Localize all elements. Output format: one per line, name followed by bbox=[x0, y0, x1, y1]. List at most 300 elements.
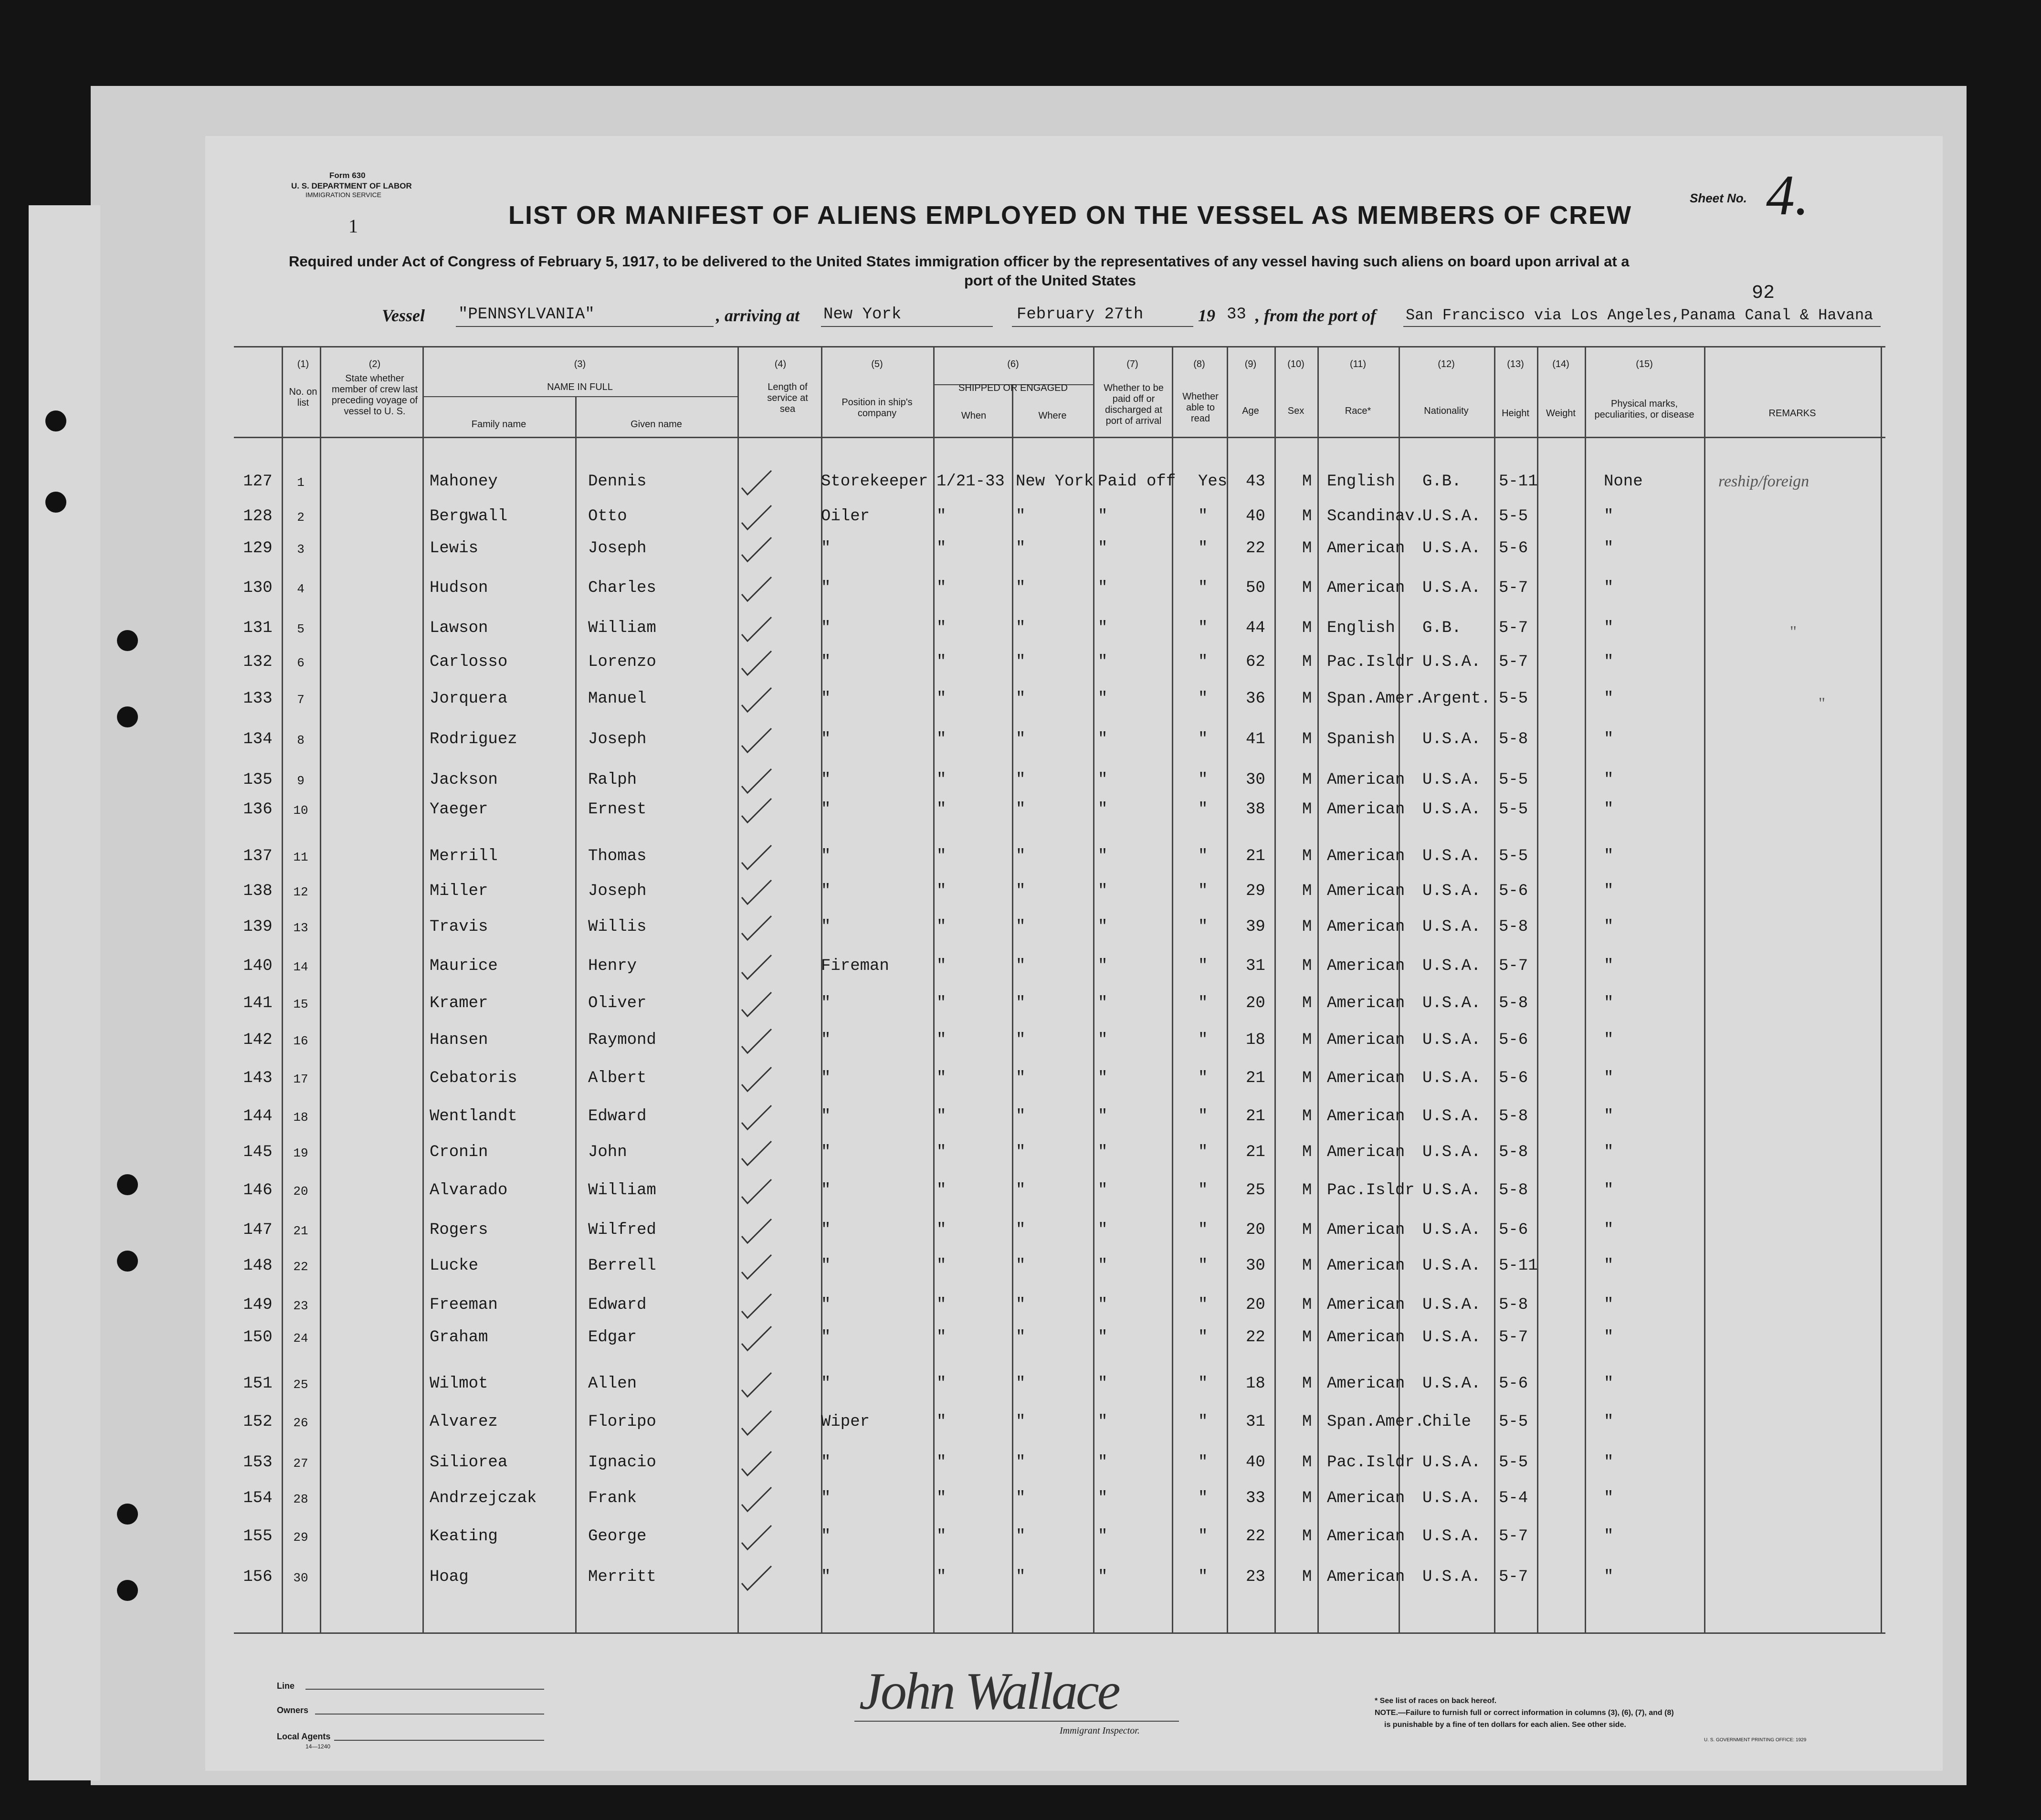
sex: M bbox=[1302, 1031, 1312, 1049]
check-mark-icon bbox=[740, 536, 773, 564]
given-name: Berrell bbox=[588, 1257, 656, 1275]
family-name: Kramer bbox=[430, 994, 488, 1012]
age: 44 bbox=[1246, 619, 1265, 637]
ref-number: 129 bbox=[243, 539, 273, 558]
shipped-when: " bbox=[936, 1527, 947, 1546]
ref-number: 152 bbox=[243, 1413, 273, 1431]
col3-num: (3) bbox=[574, 359, 586, 369]
ref-number: 155 bbox=[243, 1527, 273, 1546]
nationality: U.S.A. bbox=[1422, 539, 1481, 558]
ref-number: 135 bbox=[243, 771, 273, 789]
height: 5-6 bbox=[1499, 539, 1528, 558]
able-to-read: " bbox=[1198, 730, 1208, 748]
age: 38 bbox=[1246, 800, 1265, 819]
ref-number: 141 bbox=[243, 994, 273, 1012]
shipped-when: " bbox=[936, 1375, 947, 1393]
list-number: 3 bbox=[297, 542, 305, 557]
position: " bbox=[821, 994, 831, 1012]
given-name: Otto bbox=[588, 507, 627, 526]
sex: M bbox=[1302, 800, 1312, 819]
given-name: George bbox=[588, 1527, 647, 1546]
col7-header: Whether to be paid off or discharged at port of arrival bbox=[1104, 383, 1164, 426]
ref-number: 143 bbox=[243, 1069, 273, 1087]
paid-off: " bbox=[1098, 800, 1108, 819]
footnote-penalty-2: is punishable by a fine of ten dollars for each alien. See other side. bbox=[1384, 1721, 1626, 1729]
list-number: 27 bbox=[293, 1456, 308, 1471]
age: 20 bbox=[1246, 1221, 1265, 1239]
given-name: Allen bbox=[588, 1375, 637, 1393]
list-number: 13 bbox=[293, 921, 308, 935]
race: Pac.Isldr bbox=[1327, 653, 1415, 671]
from-label: , from the port of bbox=[1255, 306, 1377, 325]
list-number: 23 bbox=[293, 1299, 308, 1313]
given-name: Dennis bbox=[588, 473, 647, 491]
position: " bbox=[821, 1107, 831, 1126]
shipped-when: " bbox=[936, 1143, 947, 1161]
physical-marks: " bbox=[1604, 1143, 1614, 1161]
paid-off: " bbox=[1098, 690, 1108, 708]
shipped-when: " bbox=[936, 1413, 947, 1431]
family-name: Rodriguez bbox=[430, 730, 517, 748]
printer-imprint: U. S. GOVERNMENT PRINTING OFFICE: 1929 bbox=[1704, 1737, 1807, 1743]
physical-marks: " bbox=[1604, 800, 1614, 819]
position: " bbox=[821, 653, 831, 671]
check-mark-icon bbox=[740, 1485, 773, 1514]
family-name: Graham bbox=[430, 1328, 488, 1347]
given-name: Ernest bbox=[588, 800, 647, 819]
able-to-read: " bbox=[1198, 882, 1208, 900]
nationality: U.S.A. bbox=[1422, 1527, 1481, 1546]
family-name: Hansen bbox=[430, 1031, 488, 1049]
given-name: Henry bbox=[588, 957, 637, 975]
sex: M bbox=[1302, 1568, 1312, 1586]
shipped-where: " bbox=[1016, 730, 1026, 748]
ref-number: 128 bbox=[243, 507, 273, 526]
physical-marks: " bbox=[1604, 1568, 1614, 1586]
shipped-when: " bbox=[936, 800, 947, 819]
ref-number: 144 bbox=[243, 1107, 273, 1126]
shipped-where: " bbox=[1016, 1296, 1026, 1314]
shipped-where: " bbox=[1016, 1181, 1026, 1199]
height: 5-7 bbox=[1499, 1568, 1528, 1586]
year-suffix: 33 bbox=[1227, 305, 1246, 324]
shipped-where: " bbox=[1016, 800, 1026, 819]
given-name: Manuel bbox=[588, 690, 647, 708]
shipped-where: " bbox=[1016, 918, 1026, 936]
able-to-read: " bbox=[1198, 771, 1208, 789]
shipped-when: " bbox=[936, 1069, 947, 1087]
physical-marks: " bbox=[1604, 918, 1614, 936]
family-name: Rogers bbox=[430, 1221, 488, 1239]
col10-header: Sex bbox=[1287, 406, 1305, 416]
given-name: Raymond bbox=[588, 1031, 656, 1049]
physical-marks: " bbox=[1604, 1328, 1614, 1347]
age: 40 bbox=[1246, 1453, 1265, 1472]
page-title: LIST OR MANIFEST OF ALIENS EMPLOYED ON THE VESSEL AS MEMBERS OF CREW bbox=[508, 201, 1632, 230]
paid-off: " bbox=[1098, 1143, 1108, 1161]
col3a-header: Family name bbox=[471, 419, 526, 430]
physical-marks: " bbox=[1604, 619, 1614, 637]
ref-number: 132 bbox=[243, 653, 273, 671]
given-name: Merritt bbox=[588, 1568, 656, 1586]
sheet-label: Sheet No. bbox=[1690, 191, 1747, 205]
arrival-date: February 27th bbox=[1017, 305, 1144, 324]
position: " bbox=[821, 882, 831, 900]
inspector-signature: John Wallace bbox=[859, 1662, 1119, 1720]
family-name: Alvarado bbox=[430, 1181, 508, 1199]
height: 5-8 bbox=[1499, 994, 1528, 1012]
race: American bbox=[1327, 1568, 1405, 1586]
nationality: U.S.A. bbox=[1422, 918, 1481, 936]
given-name: Ignacio bbox=[588, 1453, 656, 1472]
check-mark-icon bbox=[740, 1065, 773, 1094]
given-name: Joseph bbox=[588, 539, 647, 558]
physical-marks: " bbox=[1604, 1453, 1614, 1472]
family-name: Jorquera bbox=[430, 690, 508, 708]
ref-number: 133 bbox=[243, 690, 273, 708]
shipped-where: " bbox=[1016, 1143, 1026, 1161]
arrival-port: New York bbox=[823, 305, 902, 324]
sex: M bbox=[1302, 847, 1312, 865]
race: American bbox=[1327, 539, 1405, 558]
family-name: Siliorea bbox=[430, 1453, 508, 1472]
ref-number: 153 bbox=[243, 1453, 273, 1472]
height: 5-7 bbox=[1499, 619, 1528, 637]
sex: M bbox=[1302, 1527, 1312, 1546]
list-number: 2 bbox=[297, 510, 305, 525]
age: 30 bbox=[1246, 1257, 1265, 1275]
table-top-rule bbox=[234, 346, 1885, 347]
given-name: William bbox=[588, 619, 656, 637]
shipped-where: " bbox=[1016, 1328, 1026, 1347]
check-mark-icon bbox=[740, 686, 773, 715]
age: 23 bbox=[1246, 1568, 1265, 1586]
nationality: U.S.A. bbox=[1422, 1181, 1481, 1199]
check-mark-icon bbox=[740, 1027, 773, 1056]
position: Storekeeper bbox=[821, 473, 928, 491]
age: 25 bbox=[1246, 1181, 1265, 1199]
given-name: Joseph bbox=[588, 730, 647, 748]
nationality: U.S.A. bbox=[1422, 1221, 1481, 1239]
col11-num: (11) bbox=[1349, 359, 1367, 369]
sex: M bbox=[1302, 730, 1312, 748]
remarks-ditto: " bbox=[1790, 623, 1797, 641]
nationality: U.S.A. bbox=[1422, 579, 1481, 597]
height: 5-8 bbox=[1499, 730, 1528, 748]
able-to-read: " bbox=[1198, 690, 1208, 708]
given-name: Charles bbox=[588, 579, 656, 597]
col14-header: Weight bbox=[1546, 408, 1576, 419]
subtitle-line1: Required under Act of Congress of February 5, 1917, to be delivered to the United States immigration officer by the representatives of any vessel having such aliens on board upon arrival at a bbox=[289, 253, 1630, 270]
line-label: Line bbox=[277, 1681, 295, 1691]
col8-num: (8) bbox=[1193, 359, 1205, 369]
paid-off: " bbox=[1098, 579, 1108, 597]
shipped-when: " bbox=[936, 1221, 947, 1239]
ref-number: 148 bbox=[243, 1257, 273, 1275]
check-mark-icon bbox=[740, 953, 773, 982]
physical-marks: " bbox=[1604, 507, 1614, 526]
nationality: U.S.A. bbox=[1422, 1069, 1481, 1087]
race: Span.Amer. bbox=[1327, 690, 1425, 708]
nationality: U.S.A. bbox=[1422, 771, 1481, 789]
check-mark-icon bbox=[740, 767, 773, 796]
able-to-read: " bbox=[1198, 1069, 1208, 1087]
family-name: Hoag bbox=[430, 1568, 469, 1586]
list-number: 14 bbox=[293, 960, 308, 974]
col12-header: Nationality bbox=[1424, 406, 1469, 416]
binder-hole bbox=[117, 1504, 138, 1525]
agents-code: 14—1240 bbox=[305, 1743, 331, 1750]
list-number: 1 bbox=[297, 475, 305, 490]
ref-number: 137 bbox=[243, 847, 273, 865]
able-to-read: " bbox=[1198, 539, 1208, 558]
shipped-when: " bbox=[936, 1257, 947, 1275]
shipped-when: " bbox=[936, 882, 947, 900]
physical-marks: " bbox=[1604, 539, 1614, 558]
position: " bbox=[821, 800, 831, 819]
col4-num: (4) bbox=[774, 359, 787, 369]
height: 5-8 bbox=[1499, 1143, 1528, 1161]
age: 21 bbox=[1246, 1143, 1265, 1161]
sex: M bbox=[1302, 1181, 1312, 1199]
height: 5-7 bbox=[1499, 579, 1528, 597]
col2-num: (2) bbox=[368, 359, 381, 369]
ref-number: 127 bbox=[243, 473, 273, 491]
check-mark-icon bbox=[740, 914, 773, 943]
able-to-read: " bbox=[1198, 1413, 1208, 1431]
height: 5-5 bbox=[1499, 847, 1528, 865]
shipped-where: " bbox=[1016, 882, 1026, 900]
list-number: 18 bbox=[293, 1110, 308, 1125]
shipped-when: " bbox=[936, 507, 947, 526]
height: 5-11 bbox=[1499, 473, 1538, 491]
shipped-when: " bbox=[936, 579, 947, 597]
position: Wiper bbox=[821, 1413, 870, 1431]
age: 21 bbox=[1246, 1107, 1265, 1126]
race: American bbox=[1327, 1375, 1405, 1393]
given-name: Edward bbox=[588, 1107, 647, 1126]
ref-number: 146 bbox=[243, 1181, 273, 1199]
age: 20 bbox=[1246, 1296, 1265, 1314]
able-to-read: " bbox=[1198, 1181, 1208, 1199]
ref-number: 151 bbox=[243, 1375, 273, 1393]
remarks-note: reship/foreign bbox=[1718, 473, 1810, 490]
list-number: 15 bbox=[293, 997, 308, 1011]
shipped-when: 1/21-33 bbox=[936, 473, 1005, 491]
nationality: U.S.A. bbox=[1422, 730, 1481, 748]
check-mark-icon bbox=[740, 1524, 773, 1552]
sex: M bbox=[1302, 1453, 1312, 1472]
able-to-read: " bbox=[1198, 1296, 1208, 1314]
height: 5-8 bbox=[1499, 1107, 1528, 1126]
col15-num: (15) bbox=[1636, 359, 1653, 369]
col9-header: Age bbox=[1242, 406, 1259, 416]
shipped-where: " bbox=[1016, 1375, 1026, 1393]
family-name: Maurice bbox=[430, 957, 498, 975]
ref-number: 150 bbox=[243, 1328, 273, 1347]
list-number: 25 bbox=[293, 1378, 308, 1392]
shipped-where: " bbox=[1016, 957, 1026, 975]
family-name: Bergwall bbox=[430, 507, 508, 526]
shipped-when: " bbox=[936, 1181, 947, 1199]
sex: M bbox=[1302, 771, 1312, 789]
physical-marks: " bbox=[1604, 1375, 1614, 1393]
paid-off: " bbox=[1098, 1375, 1108, 1393]
height: 5-6 bbox=[1499, 1221, 1528, 1239]
position: " bbox=[821, 1527, 831, 1546]
binder-hole bbox=[117, 1174, 138, 1195]
position: " bbox=[821, 1328, 831, 1347]
check-mark-icon bbox=[740, 649, 773, 678]
table-header-rule bbox=[234, 437, 1885, 438]
race: American bbox=[1327, 800, 1405, 819]
physical-marks: " bbox=[1604, 1069, 1614, 1087]
age: 20 bbox=[1246, 994, 1265, 1012]
physical-marks: " bbox=[1604, 1181, 1614, 1199]
ref-number: 147 bbox=[243, 1221, 273, 1239]
height: 5-4 bbox=[1499, 1489, 1528, 1507]
nationality: U.S.A. bbox=[1422, 1031, 1481, 1049]
handwritten-mark: 1 bbox=[348, 215, 358, 237]
able-to-read: " bbox=[1198, 918, 1208, 936]
col6-num: (6) bbox=[1007, 359, 1019, 369]
height: 5-5 bbox=[1499, 771, 1528, 789]
sex: M bbox=[1302, 1296, 1312, 1314]
list-number: 9 bbox=[297, 774, 305, 788]
check-mark-icon bbox=[740, 1371, 773, 1399]
shipped-when: " bbox=[936, 653, 947, 671]
check-mark-icon bbox=[740, 990, 773, 1019]
physical-marks: " bbox=[1604, 690, 1614, 708]
paid-off: " bbox=[1098, 1181, 1108, 1199]
family-name: Miller bbox=[430, 882, 488, 900]
family-name: Cebatoris bbox=[430, 1069, 517, 1087]
list-number: 6 bbox=[297, 656, 305, 670]
position: Fireman bbox=[821, 957, 889, 975]
height: 5-6 bbox=[1499, 1069, 1528, 1087]
age: 40 bbox=[1246, 507, 1265, 526]
shipped-when: " bbox=[936, 771, 947, 789]
family-name: Cronin bbox=[430, 1143, 488, 1161]
able-to-read: " bbox=[1198, 1221, 1208, 1239]
age: 41 bbox=[1246, 730, 1265, 748]
owners-label: Owners bbox=[277, 1705, 309, 1715]
shipped-when: " bbox=[936, 539, 947, 558]
ref-number: 131 bbox=[243, 619, 273, 637]
paid-off: " bbox=[1098, 1031, 1108, 1049]
ref-number: 130 bbox=[243, 579, 273, 597]
family-name: Keating bbox=[430, 1527, 498, 1546]
nationality: U.S.A. bbox=[1422, 507, 1481, 526]
paid-off: " bbox=[1098, 1328, 1108, 1347]
nationality: U.S.A. bbox=[1422, 653, 1481, 671]
height: 5-6 bbox=[1499, 882, 1528, 900]
given-name: Ralph bbox=[588, 771, 637, 789]
year-prefix: 19 bbox=[1198, 306, 1215, 325]
race: Spanish bbox=[1327, 730, 1395, 748]
shipped-where: " bbox=[1016, 1413, 1026, 1431]
sex: M bbox=[1302, 619, 1312, 637]
shipped-when: " bbox=[936, 957, 947, 975]
agents-label: Local Agents bbox=[277, 1732, 331, 1741]
family-name: Carlosso bbox=[430, 653, 508, 671]
height: 5-5 bbox=[1499, 507, 1528, 526]
check-mark-icon bbox=[740, 469, 773, 497]
given-name: Frank bbox=[588, 1489, 637, 1507]
col9-num: (9) bbox=[1244, 359, 1257, 369]
height: 5-7 bbox=[1499, 1328, 1528, 1347]
given-name: Edgar bbox=[588, 1328, 637, 1347]
shipped-when: " bbox=[936, 690, 947, 708]
vessel-label: Vessel bbox=[382, 306, 425, 325]
position: " bbox=[821, 918, 831, 936]
shipped-where: " bbox=[1016, 1221, 1026, 1239]
nationality: U.S.A. bbox=[1422, 1257, 1481, 1275]
sex: M bbox=[1302, 507, 1312, 526]
binder-hole bbox=[45, 492, 66, 513]
race: English bbox=[1327, 473, 1395, 491]
paid-off: " bbox=[1098, 653, 1108, 671]
physical-marks: " bbox=[1604, 1527, 1614, 1546]
shipped-when: " bbox=[936, 918, 947, 936]
height: 5-5 bbox=[1499, 690, 1528, 708]
position: " bbox=[821, 539, 831, 558]
subtitle-line2: port of the United States bbox=[964, 272, 1136, 289]
paid-off: Paid off bbox=[1098, 473, 1176, 491]
race: Span.Amer. bbox=[1327, 1413, 1425, 1431]
shipped-where: " bbox=[1016, 579, 1026, 597]
underlying-page-edge bbox=[29, 205, 100, 1780]
position: " bbox=[821, 847, 831, 865]
check-mark-icon bbox=[740, 1104, 773, 1132]
family-name: Jackson bbox=[430, 771, 498, 789]
shipped-where: " bbox=[1016, 1453, 1026, 1472]
col8-header: Whether able to read bbox=[1182, 391, 1219, 424]
sex: M bbox=[1302, 473, 1312, 491]
remarks-header: REMARKS bbox=[1768, 408, 1816, 419]
ref-number: 134 bbox=[243, 730, 273, 748]
physical-marks: " bbox=[1604, 1107, 1614, 1126]
race: American bbox=[1327, 1527, 1405, 1546]
physical-marks: " bbox=[1604, 994, 1614, 1012]
position: " bbox=[821, 1031, 831, 1049]
ref-number: 142 bbox=[243, 1031, 273, 1049]
shipped-where: " bbox=[1016, 771, 1026, 789]
able-to-read: " bbox=[1198, 800, 1208, 819]
shipped-where: " bbox=[1016, 1031, 1026, 1049]
check-mark-icon bbox=[740, 1450, 773, 1478]
race: American bbox=[1327, 1489, 1405, 1507]
shipped-where: " bbox=[1016, 690, 1026, 708]
list-number: 12 bbox=[293, 885, 308, 899]
col5-header: Position in ship's company bbox=[842, 397, 913, 419]
list-number: 8 bbox=[297, 733, 305, 747]
table-bottom-rule bbox=[234, 1632, 1885, 1634]
shipped-where: " bbox=[1016, 619, 1026, 637]
position: " bbox=[821, 1375, 831, 1393]
race: Pac.Isldr bbox=[1327, 1453, 1415, 1472]
shipped-when: " bbox=[936, 1453, 947, 1472]
col11-header: Race* bbox=[1345, 406, 1371, 416]
ref-number: 139 bbox=[243, 918, 273, 936]
physical-marks: " bbox=[1604, 653, 1614, 671]
list-number: 17 bbox=[293, 1072, 308, 1086]
height: 5-5 bbox=[1499, 1453, 1528, 1472]
able-to-read: " bbox=[1198, 507, 1208, 526]
family-name: Merrill bbox=[430, 847, 498, 865]
list-number: 19 bbox=[293, 1146, 308, 1160]
paid-off: " bbox=[1098, 882, 1108, 900]
